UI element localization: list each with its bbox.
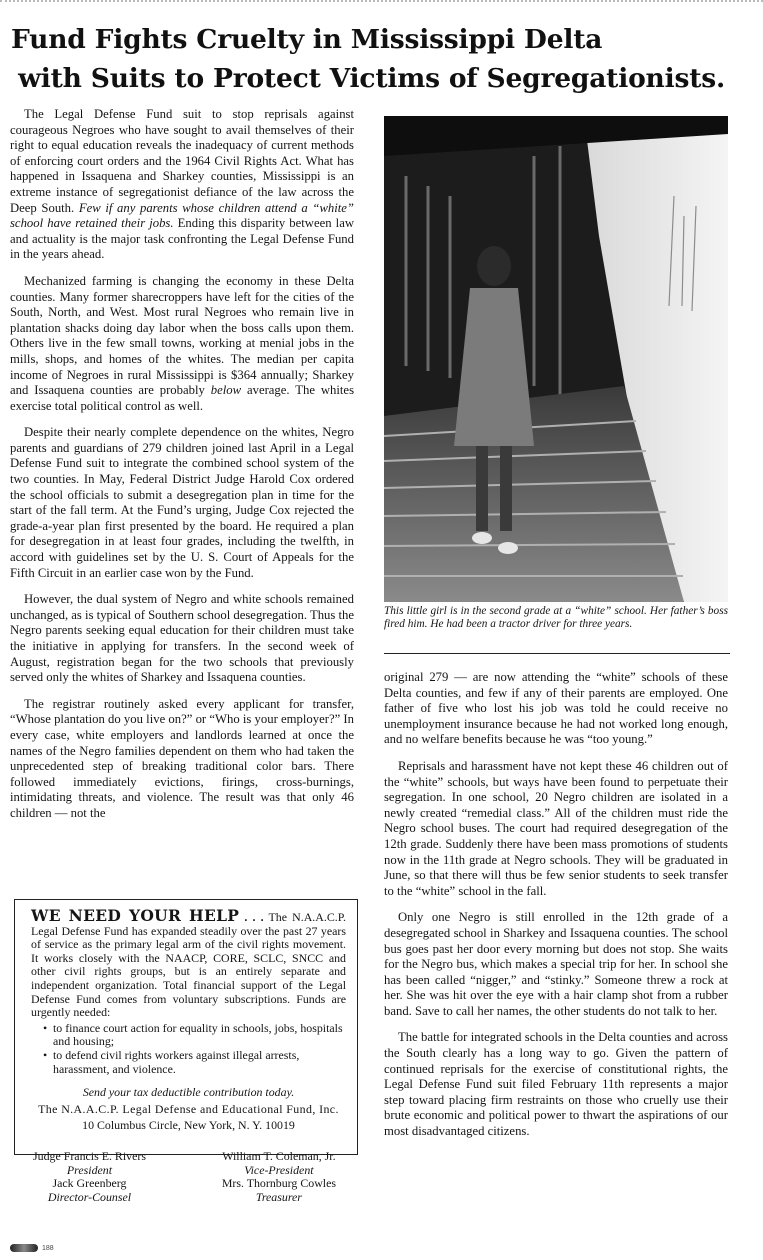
officer-title: Director-Counsel: [47, 1189, 132, 1204]
article-paragraph: original 279 — are now attending the “white” schools of these Delta counties, and few if any of their parents are employed. One father of five who lost his job was told he could receive no unemployment insurance because he had not worked long enough, and no welfare benefits because he was “too young.”: [384, 670, 728, 747]
organization-address: 10 Columbus Circle, New York, N. Y. 10019: [82, 1118, 295, 1133]
headline-line-2: with Suits to Protect Victims of Segregationists.: [18, 63, 725, 94]
union-bug-icon: [10, 1244, 38, 1252]
appeal-heading: WE NEED YOUR HELP: [31, 906, 240, 925]
photo-girl-on-porch: [384, 116, 728, 602]
article-paragraph: Mechanized farming is changing the economy in these Delta counties. Many former sharecroppers have left for the cities of the South, North, and West. Most rural Negroes who remain live in plantation shacks doing day labor when the boss calls upon them. Others live in the few small towns, working at menial jobs in the mills, shops, and homes of the whites. The median per capita income of Negroes in rural Mississippi is $364 annually; Sharkey and Issaquena counties are probably below average. The whites exercise total political control as well.: [10, 273, 355, 413]
appeal-dots: . . .: [244, 910, 264, 924]
officers-list: [31, 1150, 346, 1204]
article-paragraph: The Legal Defense Fund suit to stop reprisals against courageous Negroes who have sought to avail themselves of their right to equal education reveals the inadequacy of current methods of enforcing court orders and the 1964 Civil Rights Act. What has happened in Issaquena and Sharkey counties, Mississippi is an extreme instance of segregationist defiance of the law across the Deep South. Few if any parents whose children attend a “white” school have retained their jobs. Ending this disparity between law and actuality is the major task confronting the Legal Defense Fund in the years ahead.: [10, 107, 354, 262]
officer-title: Vice-President: [244, 1162, 314, 1177]
officer-name: Mrs. Thornburg Cowles: [221, 1176, 336, 1191]
photo-illustration: [384, 116, 728, 602]
officer-title: President: [66, 1162, 113, 1177]
article-paragraph: The registrar routinely asked every applicant for transfer, “Whose plantation do you live on?” or “Who is your employer?” In every case, white employers and landlords learned at once the names of the Negro families dependent on them who had taken the unprecedented step of breaking traditional color bars. There followed immediately evictions, firings, cross-burnings, intimidating threats, and violence. The result was that only 46 children — not the: [10, 696, 354, 820]
appeal-text: The N.A.A.C.P. Legal Defense Fund has expanded steadily over the past 27 years of service as the primary legal arm of the civil rights movement. It works closely with the NAACP, CORE, SCLC, SNCC and other civil rights groups, but is an entirely separate and independent organization. Total financial support of the Legal Defense Fund comes from voluntary subscriptions. Funds are urgently needed:: [31, 910, 346, 1020]
photo-caption: This little girl is in the second grade at a “white” school. Her father’s boss fired him. He had been a tractor driver for three years.: [384, 605, 728, 631]
article-paragraph: Despite their nearly complete dependence on the whites, Negro parents and guardians of 279 children joined last April in a Legal Defense Fund suit to integrate the combined school system of the two counties. In May, Federal District Judge Harold Cox ordered the school officials to submit a desegregation plan in time for the start of the fall term. At the Fund’s urging, Judge Cox rejected the grade-a-year plan first presented by the board. He required a plan for desegregation in at least four grades, including the twelfth, in accord with guidelines set by the U. S. Court of Appeals for the Fifth Circuit in an earlier case won by the Fund.: [10, 425, 354, 580]
caption-divider: [384, 653, 730, 654]
printer-mark: [10, 1244, 54, 1252]
officer-name: William T. Coleman, Jr.: [222, 1148, 336, 1163]
list-item: • to finance court action for equality in schools, jobs, hospitals and housing;: [43, 1022, 346, 1049]
article-right-column: [384, 670, 728, 1151]
article-paragraph: Only one Negro is still enrolled in the 12th grade of a desegregated school in Sharkey and Issaquena counties. The school bus goes past her door every morning but does not stop. She waits for the Negro bus, which makes a special trip for her. In school she has been called “nigger,” and “stinky.” Someone threw a rock at her. She was hit over the eye with a hair clamp shot from a rubber band. Save to call her names, the other students do not talk to her.: [384, 910, 728, 1018]
list-item: • to defend civil rights workers against illegal arrests, harassment, and violence.: [43, 1049, 346, 1076]
article-paragraph: The battle for integrated schools in the Delta counties and across the South clearly has a long way to go. Given the pattern of continued reprisals for the exercise of constitutional rights, the Legal Defense Fund suit filed February 11th represents a major step toward placing firm restraints on those who cruelly use their brute economic and political power to thwart the aspirations of our most disadvantaged citizens.: [384, 1030, 728, 1139]
funding-needs-list: [31, 1022, 346, 1076]
donation-appeal-box: [14, 899, 358, 1204]
officer-name: Judge Francis E. Rivers: [33, 1148, 146, 1163]
article-left-column: [10, 107, 354, 833]
top-border: [0, 0, 763, 6]
printer-mark-number: 188: [42, 1244, 54, 1252]
tax-deductible-note: Send your tax deductible contribution today.: [82, 1085, 295, 1100]
article-paragraph: However, the dual system of Negro and white schools remained unchanged, as is typical of Southern school desegregation. Thus the Negro parents seeking equal education for their children must take the initiative in applying for transfers. In the second week of August, registration began for the two schools that previously served only the whites of Sharkey and Issaquena counties.: [10, 592, 355, 685]
headline-line-1: Fund Fights Cruelty in Mississippi Delta: [11, 24, 603, 55]
officer-title: Treasurer: [255, 1189, 302, 1204]
officers-left: [33, 1150, 146, 1204]
article-paragraph: Reprisals and harassment have not kept these 46 children out of the “white” schools, but ways have been found to perpetuate their segregation. In one school, 20 Negro children are isolated in a newly created “remedial class.” All of the children must ride the Negro school buses. The court had required desegregation of the 12th grade. Suddenly there have been mass promotions of students now in the 11th grade at Negro schools. They will be graduated in June, so that there will thus be few senior students to seek transfer to the “white” school in the fall.: [384, 758, 728, 898]
officer-name: Jack Greenberg: [52, 1176, 127, 1191]
officers-right: [222, 1150, 336, 1204]
organization-name: The N.A.A.C.P. Legal Defense and Educational Fund, Inc.: [38, 1101, 339, 1116]
appeal-intro: [31, 906, 346, 1020]
